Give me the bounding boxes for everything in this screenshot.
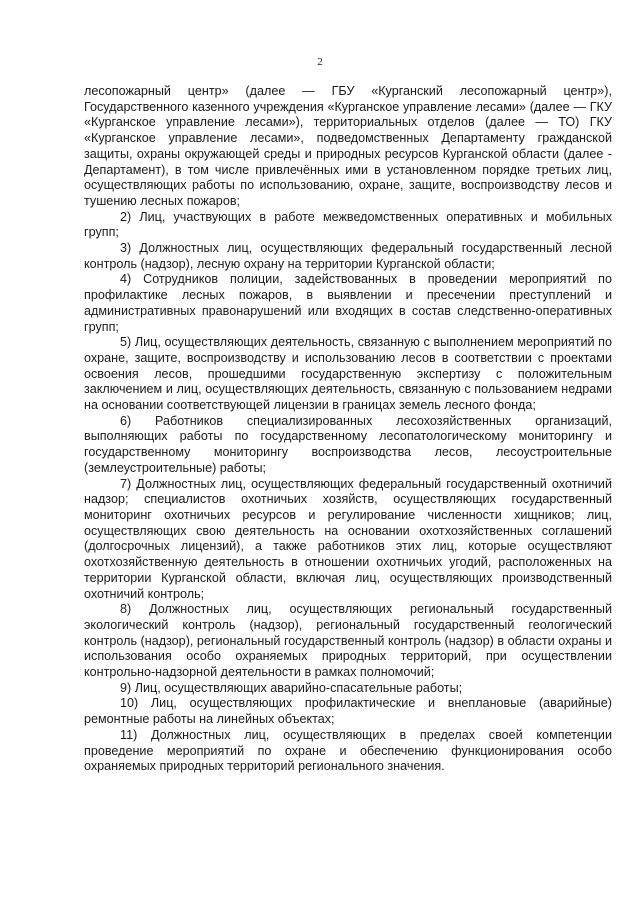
list-item-8: 8) Должностных лиц, осуществляющих региональный государственный экологический контроль (надзор), региональный государственный геологический контроль (надзор), региональный государственный контроль (надзор) в области охраны и использования особо охраняемых природных территорий, при осуществлении контрольно-надзорной деятельности в рамках полномочий; [84, 602, 612, 680]
list-item-10: 10) Лиц, осуществляющих профилактические и внеплановые (аварийные) ремонтные работы на линейных объектах; [84, 696, 612, 727]
list-item-7: 7) Должностных лиц, осуществляющих федеральный государственный охотничий надзор; специалистов охотничьих хозяйств, осуществляющих государственный мониторинг охотничьих ресурсов и регулирование численности хищников; лиц, осуществляющих свою деятельность на основании охотхозяйственных соглашений (долгосрочных лицензий), а также работников этих лиц, которые осуществляют охотхозяйственную деятельность в отношении охотничьих угодий, расположенных на территории Курганской области, включая лиц, осуществляющих производственный охотничий контроль; [84, 476, 612, 601]
list-item-9: 9) Лиц, осуществляющих аварийно-спасательные работы; [120, 680, 463, 695]
page-number: 2 [317, 56, 323, 68]
paragraph-continuation: лесопожарный центр» (далее — ГБУ «Курганский лесопожарный центр»), Государственного казенного учреждения «Курганское управление лесами» (далее — ГКУ «Курганское управление лесами»), территориальных отделов (далее — ТО) ГКУ «Курганское управление лесами», подведомственных Департаменту гражданской защиты, охраны окружающей среды и природных ресурсов Курганской области (далее - Департамент), в том числе привлечённых ими в установленном порядке третьих лиц, осуществляющих работы по использованию, охране, защите, воспроизводству лесов и тушению лесных пожаров; [84, 84, 612, 208]
list-item-4: 4) Сотрудников полиции, задействованных в проведении мероприятий по профилактике лесных пожаров, в выявлении и пресечении преступлений и административных правонарушений или входящих в состав следственно-оперативных групп; [84, 272, 612, 334]
list-item-3: 3) Должностных лиц, осуществляющих федеральный государственный лесной контроль (надзор), лесную охрану на территории Курганской области; [84, 241, 612, 271]
list-item-6: 6) Работников специализированных лесохозяйственных организаций, выполняющих работы по государственному лесопатологическому мониторингу и государственному мониторингу воспроизводства лесов, лесоустроительные (землеустроительные) работы; [84, 413, 612, 475]
document-body [84, 84, 612, 775]
list-item-11: 11) Должностных лиц, осуществляющих в пределах своей компетенции проведение мероприятий по охране и обеспечению функционирования особо охраняемых природных территорий регионального значения. [84, 727, 612, 774]
list-item-2: 2) Лиц, участвующих в работе межведомственных оперативных и мобильных групп; [84, 209, 612, 240]
list-item-5: 5) Лиц, осуществляющих деятельность, связанную с выполнением мероприятий по охране, защите, воспроизводству и использованию лесов в соответствии с проектами освоения лесов, прошедшими государственную экспертизу с положительным заключением и лиц, осуществляющих деятельность, связанную с пользованием недрами на основании соответствующей лицензии в границах земель лесного фонда; [84, 335, 612, 413]
